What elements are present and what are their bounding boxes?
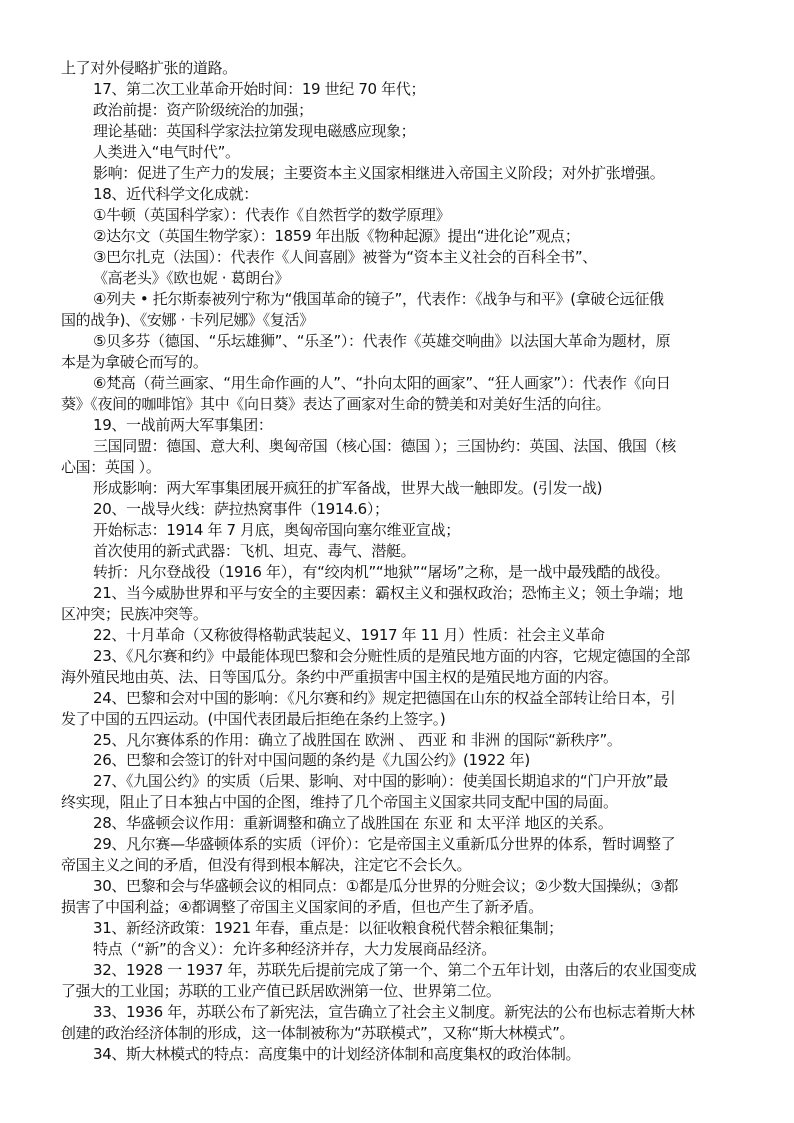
paragraph-line: 30、巴黎和会与华盛顿会议的相同点：①都是瓜分世界的分赃会议；②少数大国操纵；③都 xyxy=(93,877,679,896)
paragraph xyxy=(61,121,735,142)
paragraph xyxy=(61,226,735,247)
paragraph xyxy=(61,1044,735,1065)
paragraph-line: 葵》《夜间的咖啡馆》其中《向日葵》表达了画家对生命的赞美和对美好生活的向往。 xyxy=(61,394,611,413)
document-page xyxy=(61,58,735,1065)
paragraph xyxy=(61,750,735,771)
paragraph xyxy=(61,520,735,541)
paragraph-line: 32、1928 一 1937 年，苏联先后提前完成了第一个、第二个五年计划，由落后的农业国变成 xyxy=(93,961,697,980)
paragraph-line: 21、当今威胁世界和平与安全的主要因素：霸权主义和强权政治；恐怖主义；领土争端；地 xyxy=(93,583,683,602)
paragraph xyxy=(61,79,735,100)
paragraph-line: 26、巴黎和会签订的针对中国问题的条约是《九国公约》(1922 年) xyxy=(93,751,530,770)
paragraph-line: 23、《凡尔赛和约》中最能体现巴黎和会分赃性质的是殖民地方面的内容，它规定德国的全部 xyxy=(93,646,690,665)
paragraph-line: 24、巴黎和会对中国的影响：《凡尔赛和约》规定把德国在山东的权益全部转让给日本，引 xyxy=(93,688,676,707)
paragraph-line: 19、一战前两大军事集团： xyxy=(93,415,273,434)
paragraph xyxy=(61,499,735,520)
paragraph xyxy=(61,478,735,499)
paragraph-line: ④列夫 • 托尔斯泰被列宁称为“俄国革命的镜子”，代表作：《战争与和平》(拿破仑远征俄 xyxy=(93,289,664,308)
paragraph-line: ⑥梵高（荷兰画家、“用生命作画的人”、“扑向太阳的画家”、“狂人画家”）：代表作《向日 xyxy=(93,373,671,392)
paragraph xyxy=(61,163,735,184)
paragraph xyxy=(61,876,735,918)
paragraph-line: 终实现，阻止了日本独占中国的企图，维持了几个帝国主义国家共同支配中国的局面。 xyxy=(61,793,618,812)
paragraph-line: ②达尔文（英国生物学家）：1859 年出版《物种起源》提出“进化论”观点； xyxy=(93,226,580,245)
paragraph-line: 国的战争)、《安娜 · 卡列尼娜》《复活》 xyxy=(61,310,314,329)
paragraph xyxy=(61,205,735,226)
paragraph-line: 17、第二次工业革命开始时间：19 世纪 70 年代； xyxy=(93,79,426,98)
paragraph-line: 上了对外侵略扩张的道路。 xyxy=(61,59,237,77)
paragraph-line: 帝国主义之间的矛盾，但没有得到根本解决，注定它不会长久。 xyxy=(61,856,472,875)
paragraph-line: ③巴尔扎克（法国）：代表作《人间喜剧》被誉为“资本主义社会的百科全书”、 xyxy=(93,247,597,266)
paragraph-line: 29、凡尔赛—华盛顿体系的实质（评价）：它是帝国主义重新瓜分世界的体系，暂时调整了 xyxy=(93,835,676,854)
paragraph-line: 20、一战导火线：萨拉热窝事件（1914.6）； xyxy=(93,499,389,518)
paragraph-line: 政治前提：资产阶级统治的加强； xyxy=(93,100,313,119)
paragraph-line: 心国：英国 ）。 xyxy=(61,457,161,476)
paragraph-line: 影响：促进了生产力的发展；主要资本主义国家相继进入帝国主义阶段；对外扩张增强。 xyxy=(93,163,665,182)
paragraph-line: 形成影响：两大军事集团展开疯狂的扩军备战，世界大战一触即发。(引发一战) xyxy=(93,478,603,497)
paragraph-line: 创建的政治经济体制的形成，这一体制被称为“苏联模式”，又称“斯大林模式”。 xyxy=(61,1024,575,1043)
paragraph xyxy=(61,771,735,813)
paragraph-line: 27、《九国公约》的实质（后果、影响、对中国的影响）：使美国长期追求的“门户开放”最 xyxy=(93,772,668,791)
paragraph-line: 三国同盟：德国、意大利、奥匈帝国（核心国：德国 ）；三国协约：英国、法国、俄国（核 xyxy=(93,436,676,455)
paragraph xyxy=(61,289,735,331)
paragraph-line: 25、凡尔赛体系的作用：确立了战胜国在 欧洲 、 西亚 和 非洲 的国际“新秩序”。 xyxy=(93,730,622,749)
paragraph-line: 33、1936 年，苏联公布了新宪法，宣告确立了社会主义制度。新宪法的公布也标志着斯大林 xyxy=(93,1003,695,1022)
paragraph xyxy=(61,331,735,373)
paragraph-line: 人类进入“电气时代”。 xyxy=(93,142,240,161)
paragraph-line: 开始标志：1914 年 7 月底，奥匈帝国向塞尔维亚宣战； xyxy=(93,520,460,539)
paragraph-line: 《高老头》《欧也妮 · 葛朗台》 xyxy=(93,268,290,287)
paragraph xyxy=(61,813,735,834)
paragraph xyxy=(61,562,735,583)
paragraph xyxy=(61,730,735,751)
paragraph xyxy=(61,583,735,625)
paragraph xyxy=(61,415,735,436)
paragraph xyxy=(61,142,735,163)
paragraph xyxy=(61,834,735,876)
paragraph xyxy=(61,247,735,268)
paragraph-line: 特点（“新”的含义）：允许多种经济并存，大力发展商品经济。 xyxy=(93,940,496,959)
paragraph-line: 理论基础：英国科学家法拉第发现电磁感应现象； xyxy=(93,121,416,140)
paragraph xyxy=(61,625,735,646)
paragraph-line: ⑤贝多芬（德国、“乐坛雄狮”、“乐圣”）：代表作《英雄交响曲》以法国大革命为题材，原 xyxy=(93,331,671,350)
paragraph xyxy=(61,646,735,688)
paragraph xyxy=(61,184,735,205)
paragraph xyxy=(61,688,735,730)
paragraph-line: 发了中国的五四运动。(中国代表团最后拒绝在条约上签字。) xyxy=(61,709,446,728)
paragraph-line: 28、华盛顿会议作用：重新调整和确立了战胜国在 东亚 和 太平洋 地区的关系。 xyxy=(93,814,613,833)
paragraph xyxy=(61,100,735,121)
paragraph xyxy=(61,373,735,415)
paragraph xyxy=(61,541,735,562)
paragraph-line: 31、新经济政策：1921 年春，重点是：以征收粮食税代替余粮征集制； xyxy=(93,919,563,938)
paragraph-line: 22、十月革命（又称彼得格勒武装起义、1917 年 11 月）性质：社会主义革命 xyxy=(93,625,605,644)
paragraph-line: 本是为拿破仑而写的。 xyxy=(61,352,208,371)
paragraph xyxy=(61,436,735,478)
paragraph-line: ①牛顿（英国科学家）：代表作《自然哲学的数学原理》 xyxy=(93,205,451,224)
paragraph-line: 损害了中国利益；④都调整了帝国主义国家间的矛盾，但也产生了新矛盾。 xyxy=(61,898,543,917)
paragraph-line: 34、斯大林模式的特点：高度集中的计划经济体制和高度集权的政治体制。 xyxy=(93,1045,581,1064)
paragraph-line: 海外殖民地由英、法、日等国瓜分。条约中严重损害中国主权的是殖民地方面的内容。 xyxy=(61,667,618,686)
paragraph-line: 18、近代科学文化成就： xyxy=(93,184,258,203)
paragraph-line: 了强大的工业国；苏联的工业产值已跃居欧洲第一位、世界第二位。 xyxy=(61,982,501,1001)
paragraph xyxy=(61,918,735,939)
paragraph xyxy=(61,939,735,960)
paragraph xyxy=(61,268,735,289)
paragraph-line: 区冲突；民族冲突等。 xyxy=(61,604,208,623)
paragraph-line: 转折：凡尔登战役（1916 年），有“绞肉机”“地狱”“屠场”之称，是一战中最残酷的战役。 xyxy=(93,562,670,581)
paragraph xyxy=(61,960,735,1002)
paragraph xyxy=(61,1002,735,1044)
paragraph-line: 首次使用的新式武器：飞机、坦克、毒气、潜艇。 xyxy=(93,541,416,560)
paragraph xyxy=(61,58,735,79)
